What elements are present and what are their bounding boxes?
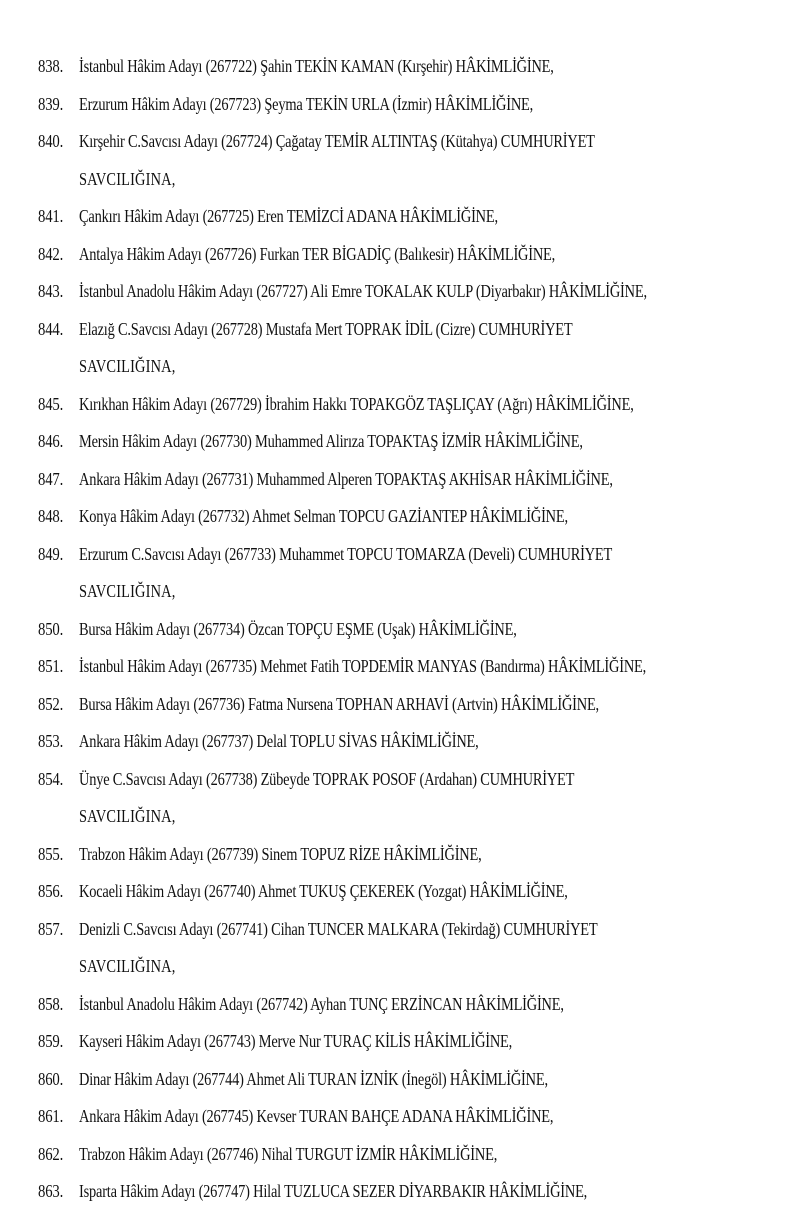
item-number: 839. [38, 93, 64, 114]
item-number: 846. [38, 431, 64, 451]
item-number: 862. [38, 1143, 64, 1164]
item-text: Kayseri Hâkim Adayı (267743) Merve Nur TURAÇ KİLİS HÂKİMLİĞİNE, [79, 1031, 513, 1051]
item-number: 854. [38, 768, 64, 789]
list-item [0, 123, 798, 198]
list-item [0, 761, 798, 836]
item-text: Antalya Hâkim Adayı (267726) Furkan TER BİGADİÇ (Balıkesir) HÂKİMLİĞİNE, [79, 243, 556, 264]
list-item [0, 273, 798, 311]
item-number: 843. [38, 281, 64, 301]
list-item [0, 236, 798, 274]
item-text: Elazığ C.Savcısı Adayı (267728) Mustafa Mert TOPRAK İDİL (Cizre) CUMHURİYET [79, 318, 573, 339]
list-item [0, 498, 798, 536]
list-item [0, 311, 798, 386]
list-item [0, 686, 798, 724]
list-item [0, 461, 798, 499]
item-text: Trabzon Hâkim Adayı (267739) Sinem TOPUZ RİZE HÂKİMLİĞİNE, [79, 843, 482, 864]
item-text: Kırşehir C.Savcısı Adayı (267724) Çağatay TEMİR ALTINTAŞ (Kütahya) CUMHURİYET [79, 131, 595, 151]
item-number: 856. [38, 881, 64, 901]
list-item [0, 986, 798, 1024]
item-text: Konya Hâkim Adayı (267732) Ahmet Selman TOPCU GAZİANTEP HÂKİMLİĞİNE, [79, 506, 568, 526]
item-continuation: SAVCILIĞINA, [79, 806, 176, 826]
item-continuation: SAVCILIĞINA, [79, 356, 176, 376]
item-continuation: SAVCILIĞINA, [79, 168, 176, 189]
item-text: İstanbul Hâkim Adayı (267722) Şahin TEKİN KAMAN (Kırşehir) HÂKİMLİĞİNE, [79, 56, 554, 76]
list-item [0, 1098, 798, 1136]
list-item [0, 48, 798, 86]
item-number: 859. [38, 1031, 64, 1051]
item-number: 840. [38, 131, 64, 151]
item-number: 857. [38, 918, 64, 939]
item-number: 852. [38, 693, 64, 714]
item-text: Mersin Hâkim Adayı (267730) Muhammed Alirıza TOPAKTAŞ İZMİR HÂKİMLİĞİNE, [79, 431, 583, 451]
item-text: Kırıkhan Hâkim Adayı (267729) İbrahim Hakkı TOPAKGÖZ TAŞLIÇAY (Ağrı) HÂKİMLİĞİNE, [79, 393, 634, 414]
list-item [0, 611, 798, 649]
list-item [0, 873, 798, 911]
item-number: 855. [38, 843, 64, 864]
list-item [0, 423, 798, 461]
item-text: Erzurum Hâkim Adayı (267723) Şeyma TEKİN URLA (İzmir) HÂKİMLİĞİNE, [79, 93, 534, 114]
item-number: 849. [38, 543, 64, 564]
item-text: Ankara Hâkim Adayı (267737) Delal TOPLU SİVAS HÂKİMLİĞİNE, [79, 731, 479, 751]
list-item [0, 723, 798, 761]
list-item [0, 911, 798, 986]
item-text: Ünye C.Savcısı Adayı (267738) Zübeyde TOPRAK POSOF (Ardahan) CUMHURİYET [79, 768, 575, 789]
list-item [0, 1136, 798, 1174]
item-text: Çankırı Hâkim Adayı (267725) Eren TEMİZCİ ADANA HÂKİMLİĞİNE, [79, 206, 498, 226]
item-text: İstanbul Anadolu Hâkim Adayı (267727) Ali Emre TOKALAK KULP (Diyarbakır) HÂKİMLİĞİNE, [79, 281, 647, 301]
list-item [0, 1023, 798, 1061]
item-number: 861. [38, 1106, 64, 1126]
item-text: Kocaeli Hâkim Adayı (267740) Ahmet TUKUŞ ÇEKEREK (Yozgat) HÂKİMLİĞİNE, [79, 881, 568, 901]
item-number: 844. [38, 318, 64, 339]
item-number: 853. [38, 731, 64, 751]
item-text: Erzurum C.Savcısı Adayı (267733) Muhammet TOPCU TOMARZA (Develi) CUMHURİYET [79, 543, 613, 564]
item-text: İstanbul Hâkim Adayı (267735) Mehmet Fatih TOPDEMİR MANYAS (Bandırma) HÂKİMLİĞİNE, [79, 656, 647, 676]
item-text: İstanbul Anadolu Hâkim Adayı (267742) Ayhan TUNÇ ERZİNCAN HÂKİMLİĞİNE, [79, 993, 564, 1014]
list-item [0, 1061, 798, 1099]
item-text: Ankara Hâkim Adayı (267745) Kevser TURAN BAHÇE ADANA HÂKİMLİĞİNE, [79, 1106, 554, 1126]
list-item [0, 86, 798, 124]
item-text: Dinar Hâkim Adayı (267744) Ahmet Ali TURAN İZNİK (İnegöl) HÂKİMLİĞİNE, [79, 1068, 548, 1089]
item-number: 863. [38, 1181, 64, 1201]
appointment-list [0, 48, 798, 1211]
item-number: 850. [38, 618, 64, 639]
list-item [0, 1173, 798, 1211]
item-text: Trabzon Hâkim Adayı (267746) Nihal TURGUT İZMİR HÂKİMLİĞİNE, [79, 1143, 498, 1164]
item-number: 847. [38, 468, 64, 489]
item-number: 851. [38, 656, 64, 676]
list-item [0, 836, 798, 874]
item-text: Ankara Hâkim Adayı (267731) Muhammed Alperen TOPAKTAŞ AKHİSAR HÂKİMLİĞİNE, [79, 468, 613, 489]
item-number: 841. [38, 206, 64, 226]
item-number: 842. [38, 243, 64, 264]
item-continuation: SAVCILIĞINA, [79, 956, 176, 976]
item-number: 858. [38, 993, 64, 1014]
item-text: Denizli C.Savcısı Adayı (267741) Cihan TUNCER MALKARA (Tekirdağ) CUMHURİYET [79, 918, 598, 939]
item-continuation: SAVCILIĞINA, [79, 581, 176, 601]
item-text: Bursa Hâkim Adayı (267734) Özcan TOPÇU EŞME (Uşak) HÂKİMLİĞİNE, [79, 618, 517, 639]
list-item [0, 198, 798, 236]
item-number: 845. [38, 393, 64, 414]
item-number: 860. [38, 1068, 64, 1089]
item-text: Isparta Hâkim Adayı (267747) Hilal TUZLUCA SEZER DİYARBAKIR HÂKİMLİĞİNE, [79, 1181, 588, 1201]
item-text: Bursa Hâkim Adayı (267736) Fatma Nursena TOPHAN ARHAVİ (Artvin) HÂKİMLİĞİNE, [79, 693, 599, 714]
item-number: 838. [38, 56, 64, 76]
item-number: 848. [38, 506, 64, 526]
list-item [0, 536, 798, 611]
list-item [0, 648, 798, 686]
list-item [0, 386, 798, 424]
